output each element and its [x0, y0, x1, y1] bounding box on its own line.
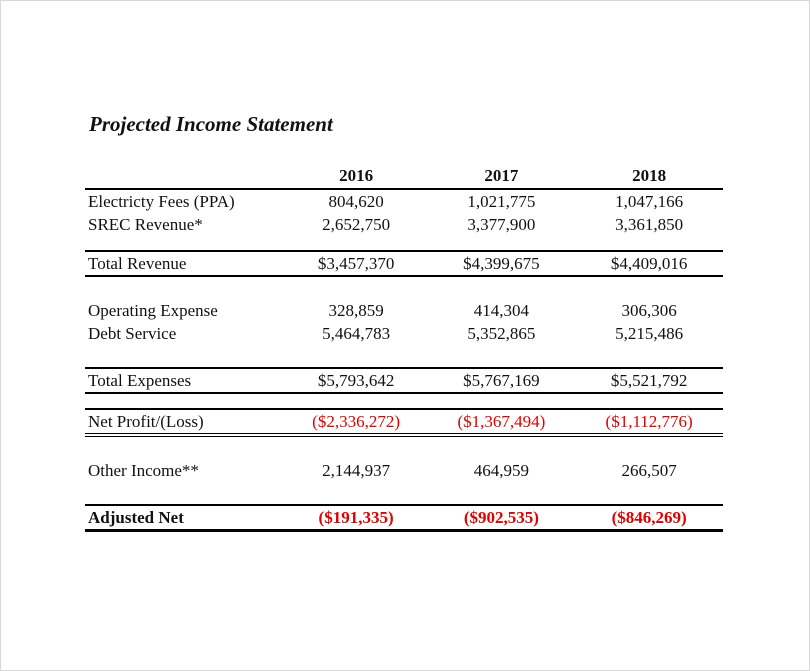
cell-2018: ($846,269)	[611, 507, 687, 527]
spacer	[85, 394, 723, 410]
spacer	[85, 437, 723, 459]
statement-title: Projected Income Statement	[89, 112, 333, 136]
cell-2017: ($902,535)	[463, 507, 539, 527]
table-row-debt-service	[85, 322, 723, 345]
row-label: Operating Expense	[88, 300, 218, 320]
row-label: Adjusted Net	[88, 507, 184, 527]
cell-2016: 328,859	[328, 300, 384, 320]
cell-2017: 5,352,865	[467, 323, 536, 343]
spacer	[85, 345, 723, 369]
spacer	[85, 482, 723, 506]
cell-2018: 3,361,850	[615, 214, 684, 234]
table-row-operating-expense	[85, 299, 723, 322]
table-row-total-revenue	[85, 252, 723, 277]
table-row-total-expenses	[85, 369, 723, 394]
row-label: Total Revenue	[88, 253, 187, 273]
income-statement-table	[85, 164, 723, 532]
cell-2018: ($1,112,776)	[605, 411, 693, 431]
row-label: Electricty Fees (PPA)	[88, 191, 235, 211]
table-row-other-income	[85, 459, 723, 482]
cell-2016: $5,793,642	[317, 370, 395, 390]
cell-2017: $5,767,169	[463, 370, 540, 390]
cell-2016: ($191,335)	[318, 507, 394, 527]
table-row-adjusted-net	[85, 506, 723, 532]
column-header-2016: 2016	[339, 166, 374, 185]
row-label: Total Expenses	[88, 370, 192, 390]
cell-2017: 464,959	[473, 460, 530, 480]
cell-2018: 306,306	[621, 300, 677, 320]
cell-2016: 2,652,750	[322, 214, 391, 234]
cell-2018: $5,521,792	[610, 370, 688, 390]
table-row-electricity-fees	[85, 190, 723, 213]
cell-2017: ($1,367,494)	[457, 411, 546, 431]
row-label: Net Profit/(Loss)	[88, 411, 204, 431]
cell-2017: $4,399,675	[463, 253, 540, 273]
cell-2016: ($2,336,272)	[312, 411, 400, 431]
cell-2017: 414,304	[473, 300, 530, 320]
spacer	[85, 236, 723, 252]
cell-2016: 804,620	[328, 191, 384, 211]
cell-2017: 3,377,900	[467, 214, 536, 234]
row-label: Debt Service	[88, 323, 177, 343]
table-header-row	[85, 164, 723, 190]
cell-2018: $4,409,016	[610, 253, 688, 273]
column-header-2017: 2017	[484, 166, 519, 185]
cell-2018: 266,507	[621, 460, 677, 480]
cell-2016: 5,464,783	[322, 323, 391, 343]
table-row-srec-revenue	[85, 213, 723, 236]
cell-2017: 1,021,775	[467, 191, 536, 211]
spacer	[85, 277, 723, 299]
column-header-2018: 2018	[632, 166, 667, 185]
row-label: Other Income**	[88, 460, 199, 480]
cell-2018: 1,047,166	[615, 191, 684, 211]
row-label: SREC Revenue*	[88, 214, 203, 234]
cell-2018: 5,215,486	[615, 323, 684, 343]
table-row-net-profit	[85, 410, 723, 437]
cell-2016: $3,457,370	[317, 253, 395, 273]
cell-2016: 2,144,937	[322, 460, 391, 480]
